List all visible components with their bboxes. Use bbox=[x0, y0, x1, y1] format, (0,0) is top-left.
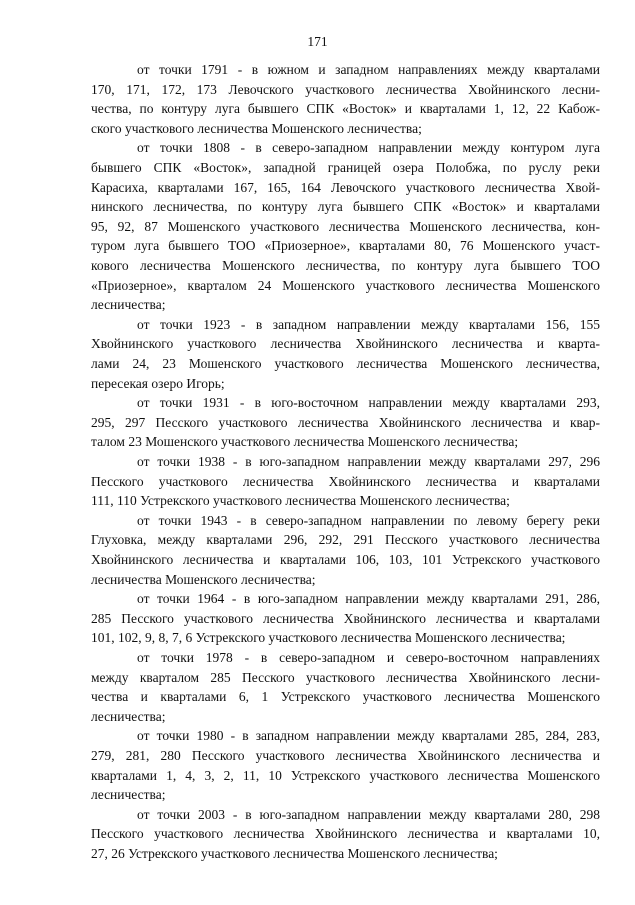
paragraph-line: лесничества; bbox=[91, 787, 166, 803]
paragraph-line: 95, 92, 87 Мошенского участкового лесничества Мошенского лесничества, кон- bbox=[91, 218, 600, 234]
paragraph bbox=[91, 589, 600, 648]
paragraph-line: от точки 1791 - в южном и западном направлениях между кварталами bbox=[137, 62, 600, 77]
page-number: 171 bbox=[307, 34, 328, 49]
paragraph bbox=[91, 511, 600, 589]
paragraph-line: лами 24, 23 Мошенского участкового лесничества Мошенского лесничества, bbox=[91, 355, 600, 371]
paragraph-line: Глуховка, между кварталами 296, 292, 291 Песского участкового лесничества bbox=[91, 532, 600, 548]
paragraph-line: 101, 102, 9, 8, 7, 6 Устрекского участкового лесничества Мошенского лесничества; bbox=[91, 630, 566, 646]
paragraph-line: Хвойнинского лесничества и кварталами 106, 103, 101 Устрекского участкового bbox=[91, 551, 600, 567]
paragraph-line: от точки 1938 - в юго-западном направлении между кварталами 297, 296 bbox=[137, 454, 600, 469]
paragraph bbox=[91, 452, 600, 511]
paragraph-line: 27, 26 Устрекского участкового лесничества Мошенского лесничества; bbox=[91, 845, 498, 861]
paragraph-line: 111, 110 Устрекского участкового лесничества Мошенского лесничества; bbox=[91, 493, 510, 509]
paragraph-line: 295, 297 Песского участкового лесничества Хвойнинского лесничества и квар- bbox=[91, 414, 600, 430]
paragraph-line: 279, 281, 280 Песского участкового лесничества Хвойнинского лесничества и bbox=[91, 747, 600, 763]
paragraph-line: талом 23 Мошенского участкового лесничества Мошенского лесничества; bbox=[91, 434, 519, 450]
paragraph-line: 170, 171, 172, 173 Левочского участкового лесничества Хвойнинского лесни- bbox=[91, 81, 600, 97]
paragraph-line: бывшего СПК «Восток», западной границей озера Полобжа, по руслу реки bbox=[91, 159, 600, 175]
paragraph-line: от точки 1923 - в западном направлении между кварталами 156, 155 bbox=[137, 316, 600, 332]
paragraph-line: от точки 1808 - в северо-западном направлении между контуром луга bbox=[137, 140, 600, 156]
paragraph-line: ского участкового лесничества Мошенского лесничества; bbox=[91, 120, 422, 136]
paragraph-line: Карасиха, кварталами 167, 165, 164 Левочского участкового лесничества Хвой- bbox=[91, 179, 600, 195]
paragraph-line: между кварталом 285 Песского участкового лесничества Хвойнинского лесни- bbox=[91, 669, 600, 685]
paragraph-line: лесничества; bbox=[91, 297, 166, 313]
paragraph bbox=[91, 315, 600, 393]
paragraph-line: от точки 1931 - в юго-восточном направлении между кварталами 293, bbox=[137, 395, 600, 411]
paragraph-line: от точки 1980 - в западном направлении между кварталами 285, 284, 283, bbox=[137, 728, 600, 744]
paragraph bbox=[91, 726, 600, 804]
paragraph-line: лесничества Мошенского лесничества; bbox=[91, 571, 316, 587]
paragraph-line: пересекая озеро Игорь; bbox=[91, 375, 225, 391]
paragraph bbox=[91, 138, 600, 314]
paragraph bbox=[91, 393, 600, 452]
paragraph-line: «Приозерное», кварталом 24 Мошенского участкового лесничества Мошенского bbox=[91, 277, 600, 293]
paragraph-line: кового лесничества Мошенского лесничества, по контуру луга бывшего ТОО bbox=[91, 257, 600, 273]
paragraph-line: туром луга бывшего ТОО «Приозерное», кварталами 80, 76 Мошенского участ- bbox=[91, 238, 600, 254]
paragraph-line: от точки 1943 - в северо-западном направлении по левому берегу реки bbox=[137, 512, 600, 528]
paragraph-line: 285 Песского участкового лесничества Хвойнинского лесничества и кварталами bbox=[91, 610, 600, 626]
paragraph bbox=[91, 805, 600, 864]
paragraph-line: Хвойнинского участкового лесничества Хвойнинского лесничества и кварта- bbox=[91, 336, 600, 352]
paragraph bbox=[91, 60, 600, 138]
paragraph-line: от точки 1964 - в юго-западном направлении между кварталами 291, 286, bbox=[137, 591, 600, 607]
paragraph-line: от точки 1978 - в северо-западном и северо-восточном направлениях bbox=[137, 650, 600, 665]
paragraph-line: Песского участкового лесничества Хвойнинского лесничества и кварталами 10, bbox=[91, 826, 600, 842]
paragraph-line: чества, по контуру луга бывшего СПК «Восток» и кварталами 1, 12, 22 Кабож- bbox=[91, 101, 600, 117]
paragraph-line: Песского участкового лесничества Хвойнинского лесничества и кварталами bbox=[91, 473, 600, 489]
paragraph-line: нинского лесничества, по контуру луга бывшего СПК «Восток» и кварталами bbox=[91, 199, 600, 215]
paragraph bbox=[91, 648, 600, 726]
paragraph-line: чества и кварталами 6, 1 Устрекского участкового лесничества Мошенского bbox=[91, 689, 600, 705]
paragraph-line: лесничества; bbox=[91, 708, 166, 724]
paragraph-line: от точки 2003 - в юго-западном направлении между кварталами 280, 298 bbox=[137, 806, 600, 822]
paragraph-line: кварталами 1, 4, 3, 2, 11, 10 Устрекского участкового лесничества Мошенского bbox=[91, 767, 600, 783]
